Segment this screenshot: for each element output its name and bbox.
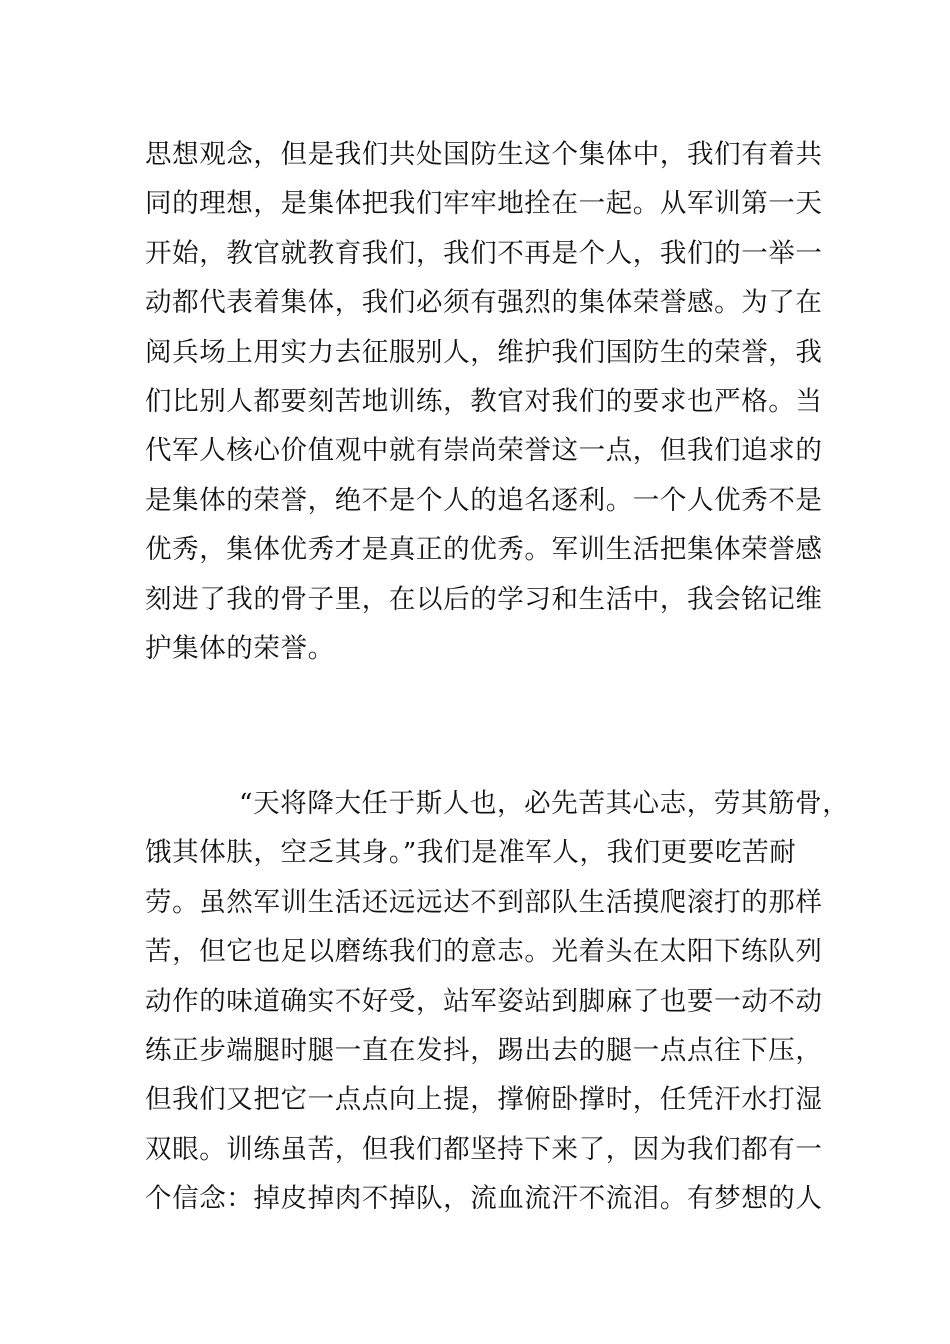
text-line: 苦，但它也足以磨练我们的意志。光着头在太阳下练队列 [145, 936, 823, 968]
text-line: 双眼。训练虽苦，但我们都坚持下来了，因为我们都有一 [145, 1133, 823, 1165]
text-line: “天将降大任于斯人也，必先苦其心志，劳其筋骨， [239, 788, 850, 819]
paragraph-collective-honor [145, 130, 825, 673]
text-line: 开始，教官就教育我们，我们不再是个人，我们的一举一 [145, 237, 823, 269]
text-line: 动作的味道确实不好受，站军姿站到脚麻了也要一动不动 [145, 985, 823, 1017]
text-line: 优秀，集体优秀才是真正的优秀。军训生活把集体荣誉感 [145, 534, 823, 566]
text-line: 是集体的荣誉，绝不是个人的追名逐利。一个人优秀不是 [145, 484, 823, 516]
text-line: 阅兵场上用实力去征服别人，维护我们国防生的荣誉，我 [145, 336, 823, 368]
text-line: 们比别人都要刻苦地训练，教官对我们的要求也严格。当 [145, 385, 823, 417]
text-line: 劳。虽然军训生活还远远达不到部队生活摸爬滚打的那样 [145, 886, 823, 918]
text-line: 思想观念，但是我们共处国防生这个集体中，我们有着共 [145, 139, 823, 170]
text-line: 个信念：掉皮掉肉不掉队，流血流汗不流泪。有梦想的人 [145, 1183, 823, 1215]
text-line: 动都代表着集体，我们必须有强烈的集体荣誉感。为了在 [145, 287, 823, 319]
text-line: 但我们又把它一点点向上提，撑俯卧撑时，任凭汗水打湿 [145, 1084, 823, 1116]
text-line: 饿其体肤，空乏其身。”我们是准军人，我们更要吃苦耐 [145, 837, 797, 869]
text-line: 同的理想，是集体把我们牢牢地拴在一起。从军训第一天 [145, 188, 823, 220]
text-line: 代军人核心价值观中就有崇尚荣誉这一点，但我们追求的 [145, 435, 823, 467]
text-line: 练正步端腿时腿一直在发抖，踢出去的腿一点点往下压， [145, 1034, 823, 1066]
text-line: 护集体的荣誉。 [145, 632, 335, 664]
paragraph-hardship [145, 779, 850, 1224]
text-line: 刻进了我的骨子里，在以后的学习和生活中，我会铭记维 [145, 583, 823, 615]
